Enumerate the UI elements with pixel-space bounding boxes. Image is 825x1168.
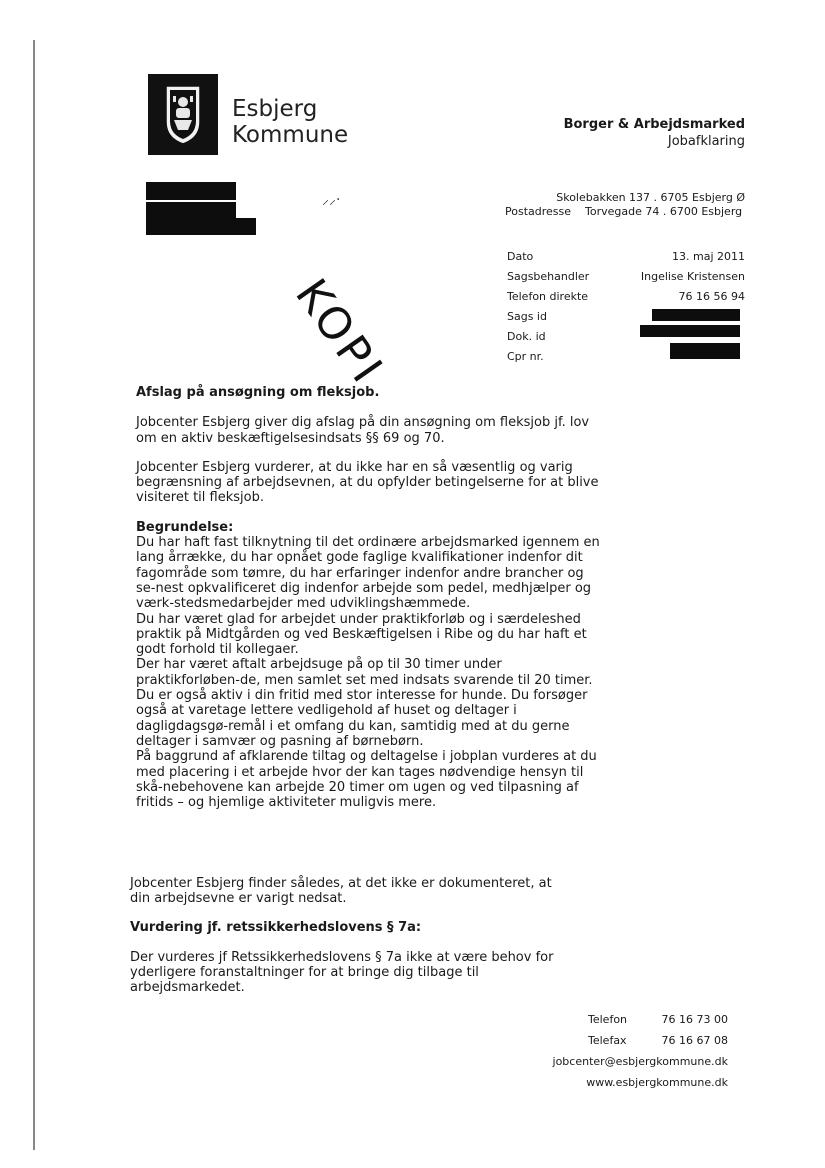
department-name: Borger & Arbejdsmarked — [563, 117, 745, 132]
info-row — [507, 247, 745, 267]
department-block — [564, 116, 745, 150]
fax-number: 76 16 67 08 — [661, 1034, 728, 1047]
letter-body — [130, 385, 606, 996]
municipality-name-line1: Esbjerg — [232, 96, 318, 122]
municipality-name — [232, 96, 348, 148]
municipality-name-line2: Kommune — [232, 122, 349, 148]
municipality-logo — [148, 74, 218, 155]
phone-label: Telefon — [588, 1013, 628, 1026]
website: www.esbjergkommune.dk — [586, 1076, 728, 1089]
cpr-redaction — [670, 343, 740, 359]
reason-paragraph: Du har haft fast tilknytning til det ordinære arbejdsmarked igennem en lang årrække, du har opnået gode faglige kvalifikationer indenfor dit fagområde som tømre, du har erfaringer indenfor andre brancher og se-nest opkvalificeret dig indenfor arbejde som pedel, medhjælper og værk-stedsmedarbejder med udviklingshæmmede. — [136, 535, 600, 612]
fax-label: Telefax — [588, 1034, 627, 1047]
reason-paragraph: Der har været aftalt arbejdsuge på op til 30 timer under praktikforløben-de, men samlet set med indsats svarende til 20 timer. — [136, 657, 593, 688]
info-row — [507, 287, 745, 307]
conclusion-section — [130, 876, 570, 1009]
contact-block — [553, 1009, 728, 1093]
phone-number: 76 16 73 00 — [661, 1013, 728, 1026]
recipient-redaction-2 — [146, 202, 236, 218]
scan-margin-line — [33, 40, 35, 1150]
paragraph-2: Jobcenter Esbjerg vurderer, at du ikke har en så væsentlig og varig begrænsning af arbejdsevnen, at du opfylder betingelserne for at blive visiteret til fleksjob. — [136, 459, 599, 506]
reason-paragraph: På baggrund af afklarende tiltag og deltagelse i jobplan vurderes at du med placering i et arbejde hvor der kan tages nødvendige hensyn til skå-nebehovene kan arbejde 20 timer om ugen og ved tilpasning af fritids – og hjemlige aktiviteter muligvis mere. — [136, 749, 597, 811]
letter-heading: Afslag på ansøgning om fleksjob. — [136, 385, 380, 400]
info-label: Cpr nr. — [507, 350, 544, 363]
paragraph-1: Jobcenter Esbjerg giver dig afslag på din ansøgning om fleksjob jf. lov om en aktiv beskæftigelsesindsats §§ 69 og 70. — [136, 415, 590, 446]
info-row — [507, 267, 745, 287]
recipient-redaction-1 — [146, 182, 236, 200]
case-id-redaction — [652, 309, 740, 321]
reason-title: Begrundelse: — [136, 519, 234, 535]
address-block — [505, 191, 745, 219]
coat-of-arms-icon — [148, 74, 218, 155]
info-label: Sagsbehandler — [507, 270, 590, 283]
info-value: 13. maj 2011 — [672, 250, 745, 263]
reason-paragraph: Du har været glad for arbejdet under praktikforløb og i særdeleshed praktik på Midtgården og ved Beskæftigelsen i Ribe og du har haft et godt forhold til kollegaer. — [136, 611, 587, 658]
pen-mark: ⸝⸝· — [322, 192, 341, 208]
info-label: Dato — [507, 250, 534, 263]
doc-id-redaction — [640, 325, 740, 337]
paragraph-3: Jobcenter Esbjerg finder således, at det ikke er dokumenteret, at din arbejdsevne er varigt nedsat. — [130, 876, 552, 907]
reason-block — [136, 535, 606, 810]
paragraph-4: Der vurderes jf Retssikkerhedslovens § 7a ikke at være behov for yderligere foranstaltninger for at bringe dig tilbage til arbejdsmarkedet. — [130, 949, 554, 996]
info-label: Telefon direkte — [507, 290, 589, 303]
recipient-redaction-3 — [146, 218, 256, 235]
postal-address: Torvegade 74 . 6700 Esbjerg — [585, 205, 743, 218]
reason-paragraph: Du er også aktiv i din fritid med stor interesse for hunde. Du forsøger også at varetage lettere vedligehold af huset og deltager i dagligdagsgø-remål i et omfang du kan, samtidig med at du gerne deltager i samvær og pasning af børnebørn. — [136, 688, 588, 749]
info-value: 76 16 56 94 — [678, 290, 745, 303]
copy-stamp: KOPI — [285, 270, 394, 395]
visit-address: Skolebakken 137 . 6705 Esbjerg Ø — [556, 191, 745, 204]
info-label: Sags id — [507, 310, 547, 323]
info-label: Dok. id — [507, 330, 546, 343]
info-value: Ingelise Kristensen — [640, 270, 745, 283]
department-unit: Jobafklaring — [667, 134, 745, 149]
email-address: jobcenter@esbjergkommune.dk — [552, 1055, 728, 1068]
section2-title: Vurdering jf. retssikkerhedslovens § 7a: — [130, 919, 422, 935]
postal-label: Postadresse — [505, 205, 572, 218]
